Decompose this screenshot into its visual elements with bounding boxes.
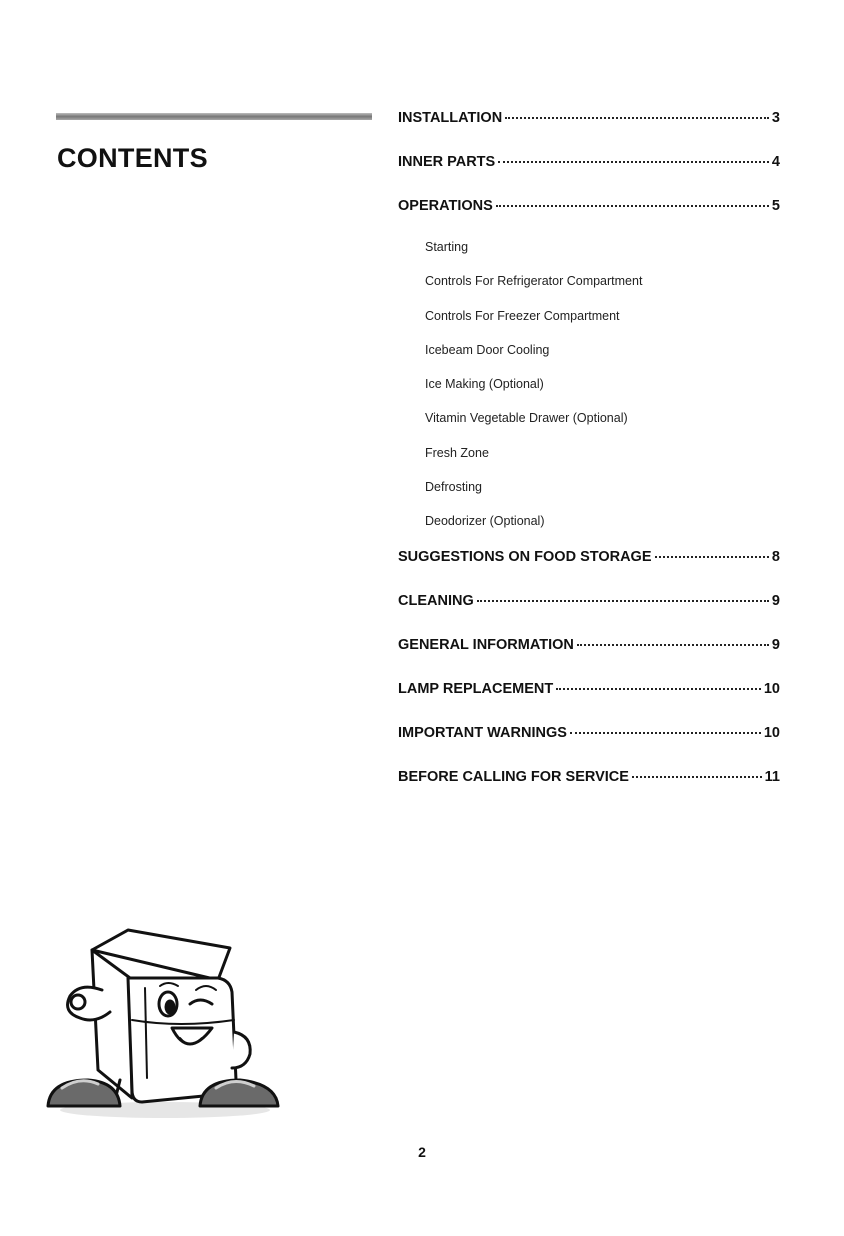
toc-label: LAMP REPLACEMENT xyxy=(398,680,554,697)
dot-leader xyxy=(498,161,769,163)
refrigerator-mascot-illustration xyxy=(40,920,285,1120)
toc-entry-inner-parts[interactable] xyxy=(398,154,780,176)
toc-entry-operations[interactable] xyxy=(398,198,780,220)
operations-sublist xyxy=(398,240,780,536)
dot-leader xyxy=(556,688,761,690)
toc-page: 11 xyxy=(764,768,780,785)
toc-label: IMPORTANT WARNINGS xyxy=(398,724,567,741)
toc-subentry[interactable]: Deodorizer (Optional) xyxy=(425,514,545,529)
toc-label: BEFORE CALLING FOR SERVICE xyxy=(398,768,629,785)
table-of-contents xyxy=(398,110,780,813)
toc-entry-general-information[interactable] xyxy=(398,637,780,659)
toc-subentry[interactable]: Controls For Freezer Compartment xyxy=(425,308,620,323)
toc-page: 5 xyxy=(771,198,780,214)
toc-subentry[interactable]: Defrosting xyxy=(425,480,482,495)
toc-label: CLEANING xyxy=(398,592,474,609)
toc-label: SUGGESTIONS ON FOOD STORAGE xyxy=(398,548,652,565)
page-number: 2 xyxy=(418,1144,426,1160)
toc-entry-lamp-replacement[interactable] xyxy=(398,681,780,703)
toc-subentry[interactable]: Icebeam Door Cooling xyxy=(425,342,550,357)
toc-page: 10 xyxy=(763,724,780,741)
dot-leader xyxy=(655,556,769,558)
toc-page: 10 xyxy=(763,680,780,697)
toc-subentry[interactable]: Vitamin Vegetable Drawer (Optional) xyxy=(425,411,628,426)
toc-entry-installation[interactable] xyxy=(398,110,780,132)
toc-entry-before-service[interactable] xyxy=(398,769,780,791)
toc-page: 8 xyxy=(771,548,780,565)
toc-label: OPERATIONS xyxy=(398,198,493,214)
dot-leader xyxy=(505,117,769,119)
toc-entry-important-warnings[interactable] xyxy=(398,725,780,747)
dot-leader xyxy=(632,776,762,778)
toc-label: INNER PARTS xyxy=(398,154,496,170)
toc-label: GENERAL INFORMATION xyxy=(398,636,574,653)
dot-leader xyxy=(570,732,761,734)
header-rule xyxy=(56,113,372,120)
toc-page: 4 xyxy=(771,154,780,170)
toc-page: 9 xyxy=(771,636,780,653)
toc-subentry[interactable]: Starting xyxy=(425,240,469,254)
toc-page: 9 xyxy=(771,592,780,609)
dot-leader xyxy=(477,600,769,602)
toc-label: INSTALLATION xyxy=(398,110,503,126)
toc-subentry[interactable]: Fresh Zone xyxy=(425,445,489,460)
dot-leader xyxy=(577,644,769,646)
toc-page: 3 xyxy=(771,110,780,126)
dot-leader xyxy=(496,205,769,207)
page-title: CONTENTS xyxy=(57,143,208,173)
toc-entry-cleaning[interactable] xyxy=(398,593,780,615)
toc-subentry[interactable]: Controls For Refrigerator Compartment xyxy=(425,274,643,289)
toc-subentry[interactable]: Ice Making (Optional) xyxy=(425,377,544,392)
toc-entry-food-storage[interactable] xyxy=(398,549,780,571)
